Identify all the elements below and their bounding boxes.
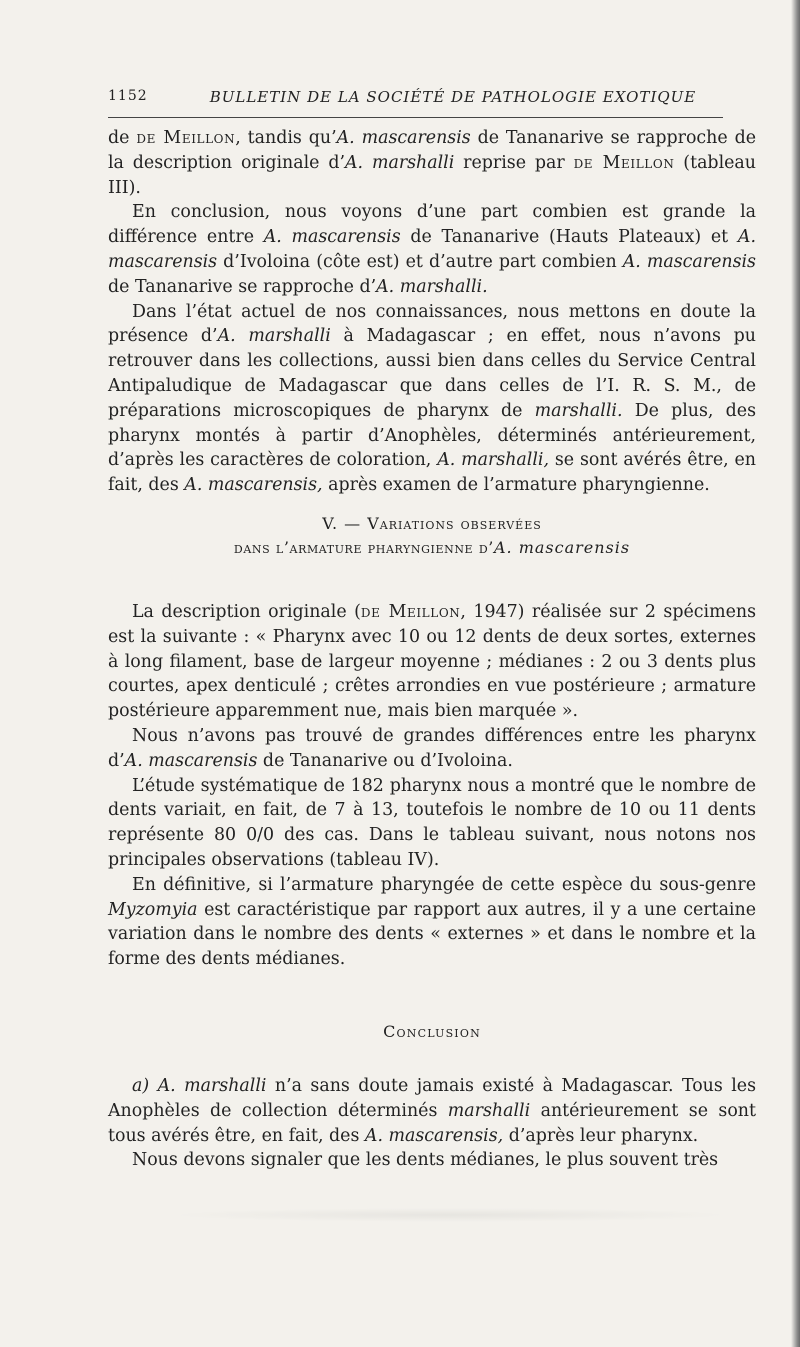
running-header (108, 88, 723, 110)
paragraph-5: Nous n’avons pas trouvé de grandes différences entre les pharynx d’A. mascarensis de Tananarive ou d’Ivoloina. (108, 725, 756, 771)
paragraph-7: En définitive, si l’armature pharyngée de cette espèce du sous-genre Myzomyia est caractéristique par rapport aux autres, il y a une certaine variation dans le nombre des dents « externes » et dans le nombre et la forme des dents médianes. (108, 874, 756, 970)
section-heading-v-subtitle: dans l’armature pharyngienne d’A. mascarensis (233, 537, 631, 557)
paragraph-6: L’étude systématique de 182 pharynx nous a montré que le nombre de dents variait, en fait, de 7 à 13, toutefois le nombre de 10 ou 11 dents représente 80 0/0 des cas. Dans le tableau suivant, nous notons nos principales observations (tableau IV). (108, 775, 756, 870)
paragraph-2: En conclusion, nous voyons d’une part combien est grande la différence entre A. mascarensis de Tananarive (Hauts Plateaux) et A. mascarensis d’Ivoloina (côte est) et d’autre part combien A. mascarensis de Tananarive se rapproche d’A. marshalli. (108, 202, 756, 297)
page-number: 1152 (108, 88, 148, 104)
page-edge-shadow (791, 0, 800, 1347)
paragraph-8: a) A. marshalli n’a sans doute jamais existé à Madagascar. Tous les Anophèles de collection déterminés marshalli antérieurement se sont tous avérés être, en fait, des A. mascarensis, d’après leur pharynx. (108, 1075, 756, 1146)
show-through-smudge (170, 1208, 730, 1222)
section-heading-v: V. — Variations observées (322, 513, 542, 533)
header-rule (108, 117, 723, 118)
paragraph-4: La description originale (de Meillon, 1947) réalisée sur 2 spécimens est la suivante : « Pharynx avec 10 ou 12 dents de deux sortes, externes à long filament, base de largeur moyenne ; médianes : 2 ou 3 dents plus courtes, apex denticulé ; crêtes arrondies en vue postérieure ; armature postérieure apparemment nue, mais bien marquée ». (108, 601, 756, 722)
paragraph-9: Nous devons signaler que les dents médianes, le plus souvent très (132, 1150, 719, 1171)
journal-title: BULLETIN DE LA SOCIÉTÉ DE PATHOLOGIE EXOTIQUE (209, 88, 697, 106)
paragraph-3: Dans l’état actuel de nos connaissances, nous mettons en doute la présence d’A. marshalli à Madagascar ; en effet, nous n’avons pu retrouver dans les collections, aussi bien dans celles du Service Central Antipaludique de Madagascar que dans celles de l’I. R. S. M., de préparations microscopiques de pharynx de marshalli. De plus, des pharynx montés à partir d’Anophèles, déterminés antérieurement, d’après les caractères de coloration, A. marshalli, se sont avérés être, en fait, des A. mascarensis, après examen de l’armature pharyngienne. (108, 301, 757, 496)
body-text (108, 126, 756, 1173)
conclusion-heading: Conclusion (383, 1021, 481, 1041)
paragraph-1: de de Meillon, tandis qu’A. mascarensis de Tananarive se rapproche de la description originale d’A. marshalli reprise par de Meillon (tableau III). (108, 128, 756, 198)
